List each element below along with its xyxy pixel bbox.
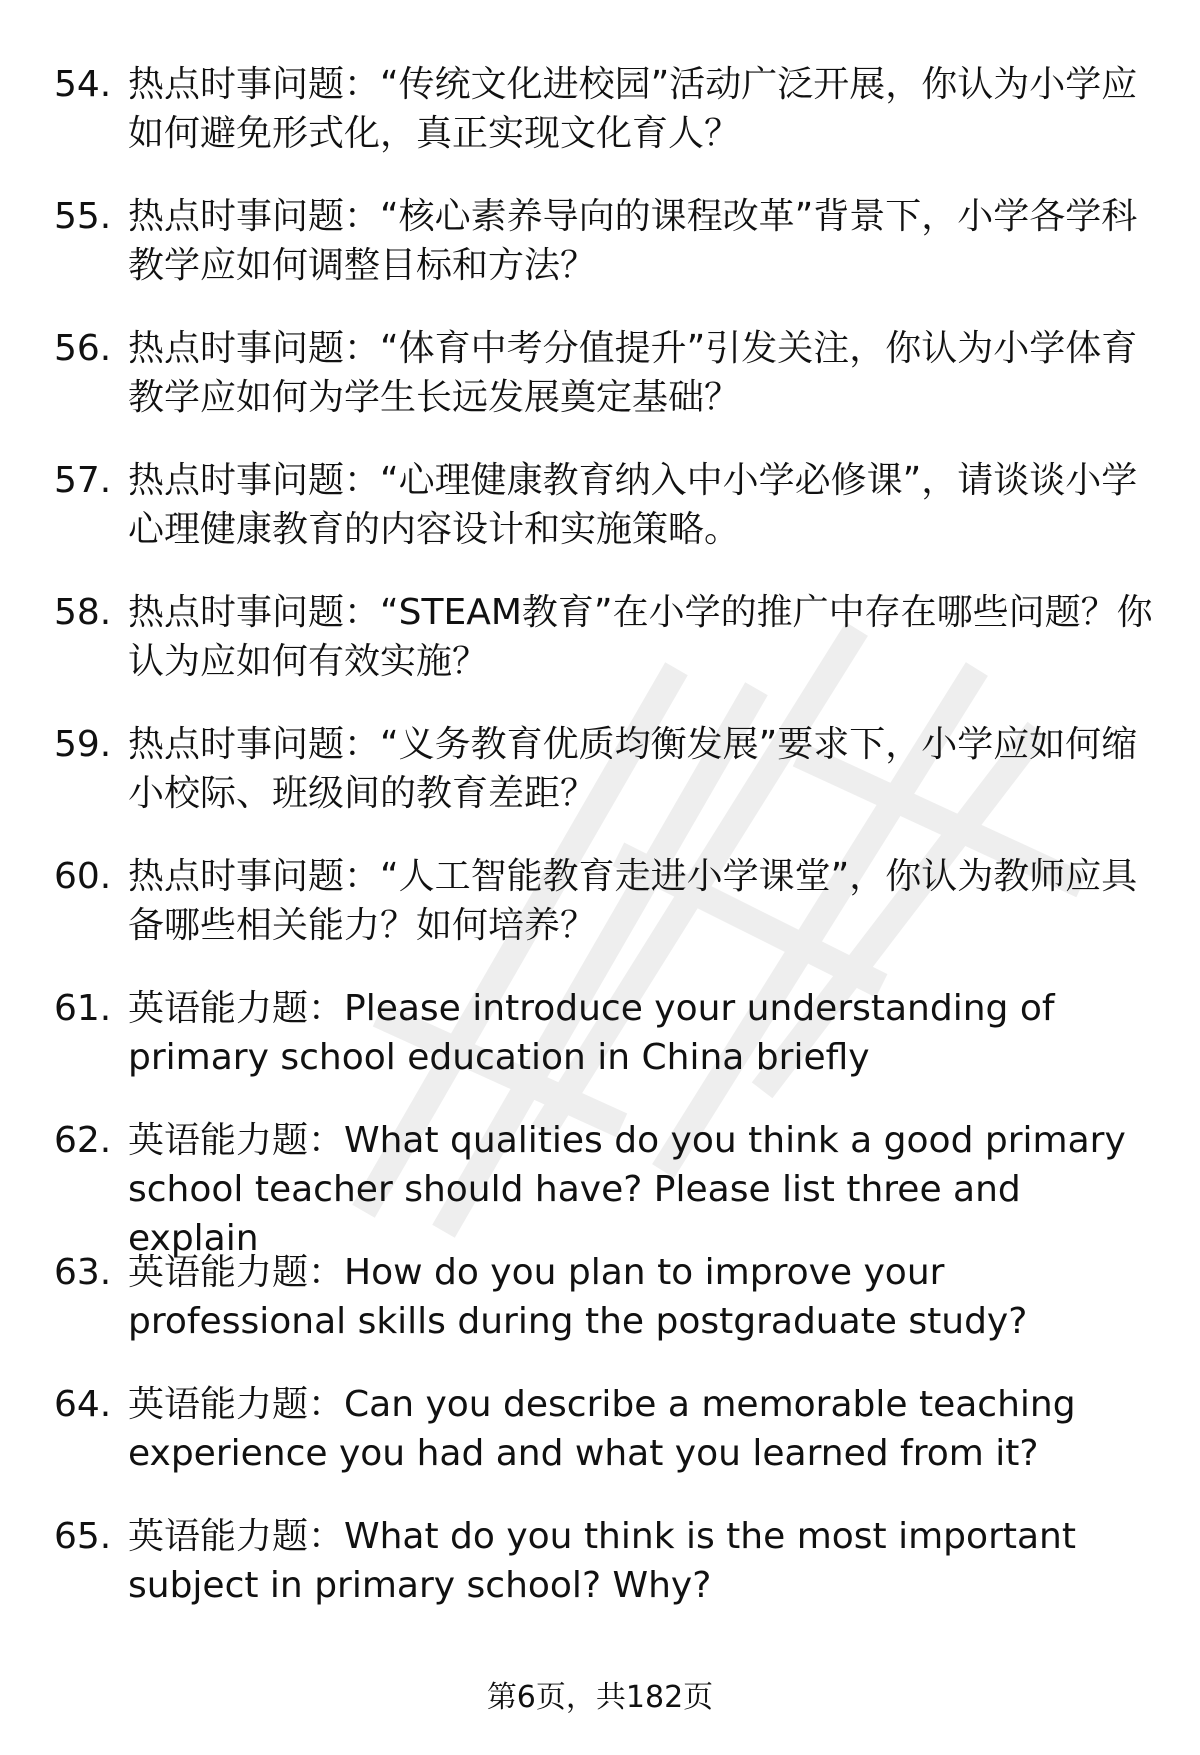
- question-text: 热点时事问题：“STEAM教育”在小学的推广中存在哪些问题？你认为应如何有效实施？: [128, 592, 1153, 682]
- question-text: 热点时事问题：“心理健康教育纳入中小学必修课”，请谈谈小学心理健康教育的内容设计和实施策略。: [128, 460, 1138, 550]
- list-item: [54, 1512, 1154, 1644]
- list-item: [54, 588, 1154, 720]
- page-footer: 第6页，共182页: [486, 1680, 714, 1715]
- question-text: 英语能力题：How do you plan to improve your professional skills during the postgraduate study?: [128, 1252, 1028, 1342]
- question-number: 54.: [54, 64, 112, 105]
- question-text: 英语能力题：Please introduce your understanding of primary school education in China briefly: [128, 988, 1055, 1078]
- question-number: 56.: [54, 328, 112, 369]
- question-text: 英语能力题：What do you think is the most important subject in primary school? Why?: [128, 1516, 1076, 1606]
- question-text: 热点时事问题：“传统文化进校园”活动广泛开展，你认为小学应如何避免形式化，真正实现文化育人？: [128, 64, 1138, 154]
- question-number: 62.: [54, 1120, 112, 1161]
- list-item: [54, 324, 1154, 456]
- list-item: [54, 1116, 1154, 1259]
- list-item: [54, 852, 1154, 984]
- question-number: 61.: [54, 988, 112, 1029]
- list-item: [54, 456, 1154, 588]
- list-item: [54, 984, 1154, 1116]
- question-number: 59.: [54, 724, 112, 765]
- question-text: 英语能力题：What qualities do you think a good primary school teacher should have? Please list three and explain: [128, 1120, 1126, 1259]
- question-text: 热点时事问题：“义务教育优质均衡发展”要求下，小学应如何缩小校际、班级间的教育差距？: [128, 724, 1138, 814]
- list-item: [54, 192, 1154, 324]
- question-number: 60.: [54, 856, 112, 897]
- question-number: 55.: [54, 196, 112, 237]
- question-number: 65.: [54, 1516, 112, 1557]
- question-text: 热点时事问题：“核心素养导向的课程改革”背景下，小学各学科教学应如何调整目标和方法？: [128, 196, 1138, 286]
- question-number: 63.: [54, 1252, 112, 1293]
- list-item: [54, 720, 1154, 852]
- question-text: 热点时事问题：“人工智能教育走进小学课堂”，你认为教师应具备哪些相关能力？如何培养？: [128, 856, 1138, 946]
- list-item: [54, 1248, 1154, 1380]
- list-item: [54, 1380, 1154, 1512]
- question-number: 64.: [54, 1384, 112, 1425]
- question-text: 英语能力题：Can you describe a memorable teaching experience you had and what you learned from it?: [128, 1384, 1076, 1474]
- list-item: [54, 60, 1154, 192]
- question-text: 热点时事问题：“体育中考分值提升”引发关注，你认为小学体育教学应如何为学生长远发展奠定基础？: [128, 328, 1138, 418]
- question-number: 58.: [54, 592, 112, 633]
- question-list: [54, 60, 1154, 1644]
- question-number: 57.: [54, 460, 112, 501]
